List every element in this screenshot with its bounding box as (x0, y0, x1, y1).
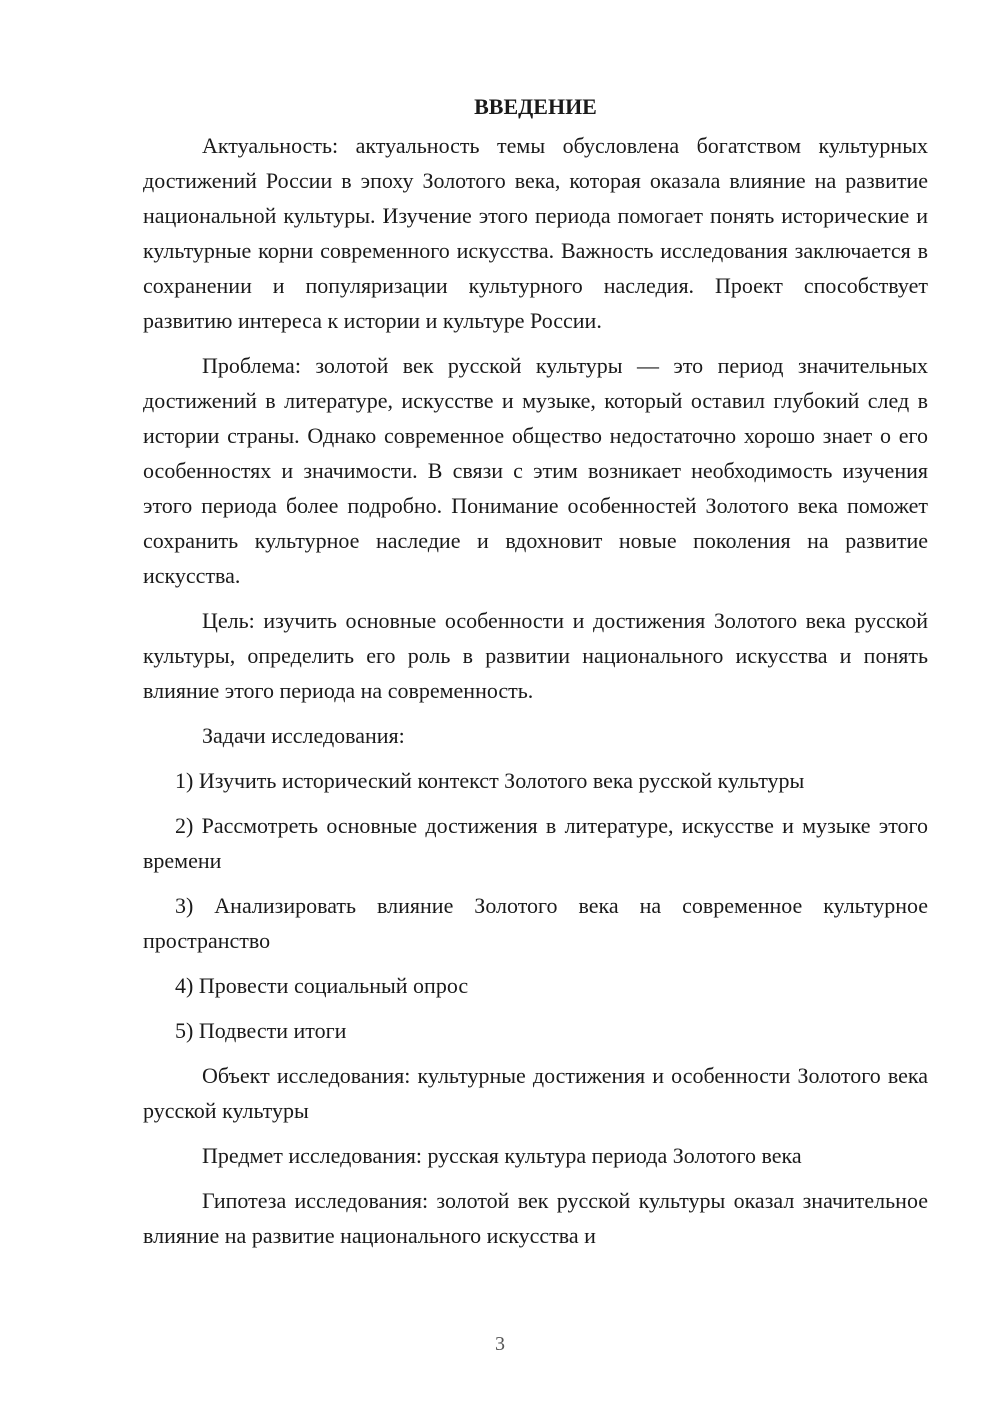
subject-paragraph: Предмет исследования: русская культура периода Золотого века (202, 1143, 802, 1168)
object-paragraph: Объект исследования: культурные достижения и особенности Золотого века русской культуры (143, 1063, 928, 1123)
goal-paragraph: Цель: изучить основные особенности и достижения Золотого века русской культуры, определить его роль в развитии национального искусства и понять влияние этого периода на современность. (143, 608, 928, 703)
page-number: 3 (495, 1333, 505, 1355)
relevance-paragraph: Актуальность: актуальность темы обусловлена богатством культурных достижений России в эпоху Золотого века, которая оказала влияние на развитие национальной культуры. Изучение этого периода помогает понять исторические и культурные корни современного искусства. Важность исследования заключается в сохранении и популяризации культурного наследия. Проект способствует развитию интереса к истории и культуре России. (143, 133, 928, 333)
problem-paragraph: Проблема: золотой век русской культуры — это период значительных достижений в литературе, искусстве и музыке, который оставил глубокий след в истории страны. Однако современное общество недостаточно хорошо знает о его особенностях и значимости. В связи с этим возникает необходимость изучения этого периода более подробно. Понимание особенностей Золотого века поможет сохранить культурное наследие и вдохновит новые поколения на развитие искусства. (143, 353, 928, 588)
section-heading: ВВЕДЕНИЕ (474, 94, 597, 119)
hypothesis-paragraph: Гипотеза исследования: золотой век русской культуры оказал значительное влияние на развитие национального искусства и (143, 1188, 928, 1248)
task-item-4: 4) Провести социальный опрос (175, 973, 469, 998)
tasks-heading: Задачи исследования: (202, 723, 405, 748)
task-item-1: 1) Изучить исторический контекст Золотого века русской культуры (175, 768, 805, 793)
document-page (143, 92, 928, 1263)
task-item-3: 3) Анализировать влияние Золотого века на современное культурное пространство (143, 893, 928, 953)
task-item-2: 2) Рассмотреть основные достижения в литературе, искусстве и музыке этого времени (143, 813, 928, 873)
task-item-5: 5) Подвести итоги (175, 1018, 347, 1043)
